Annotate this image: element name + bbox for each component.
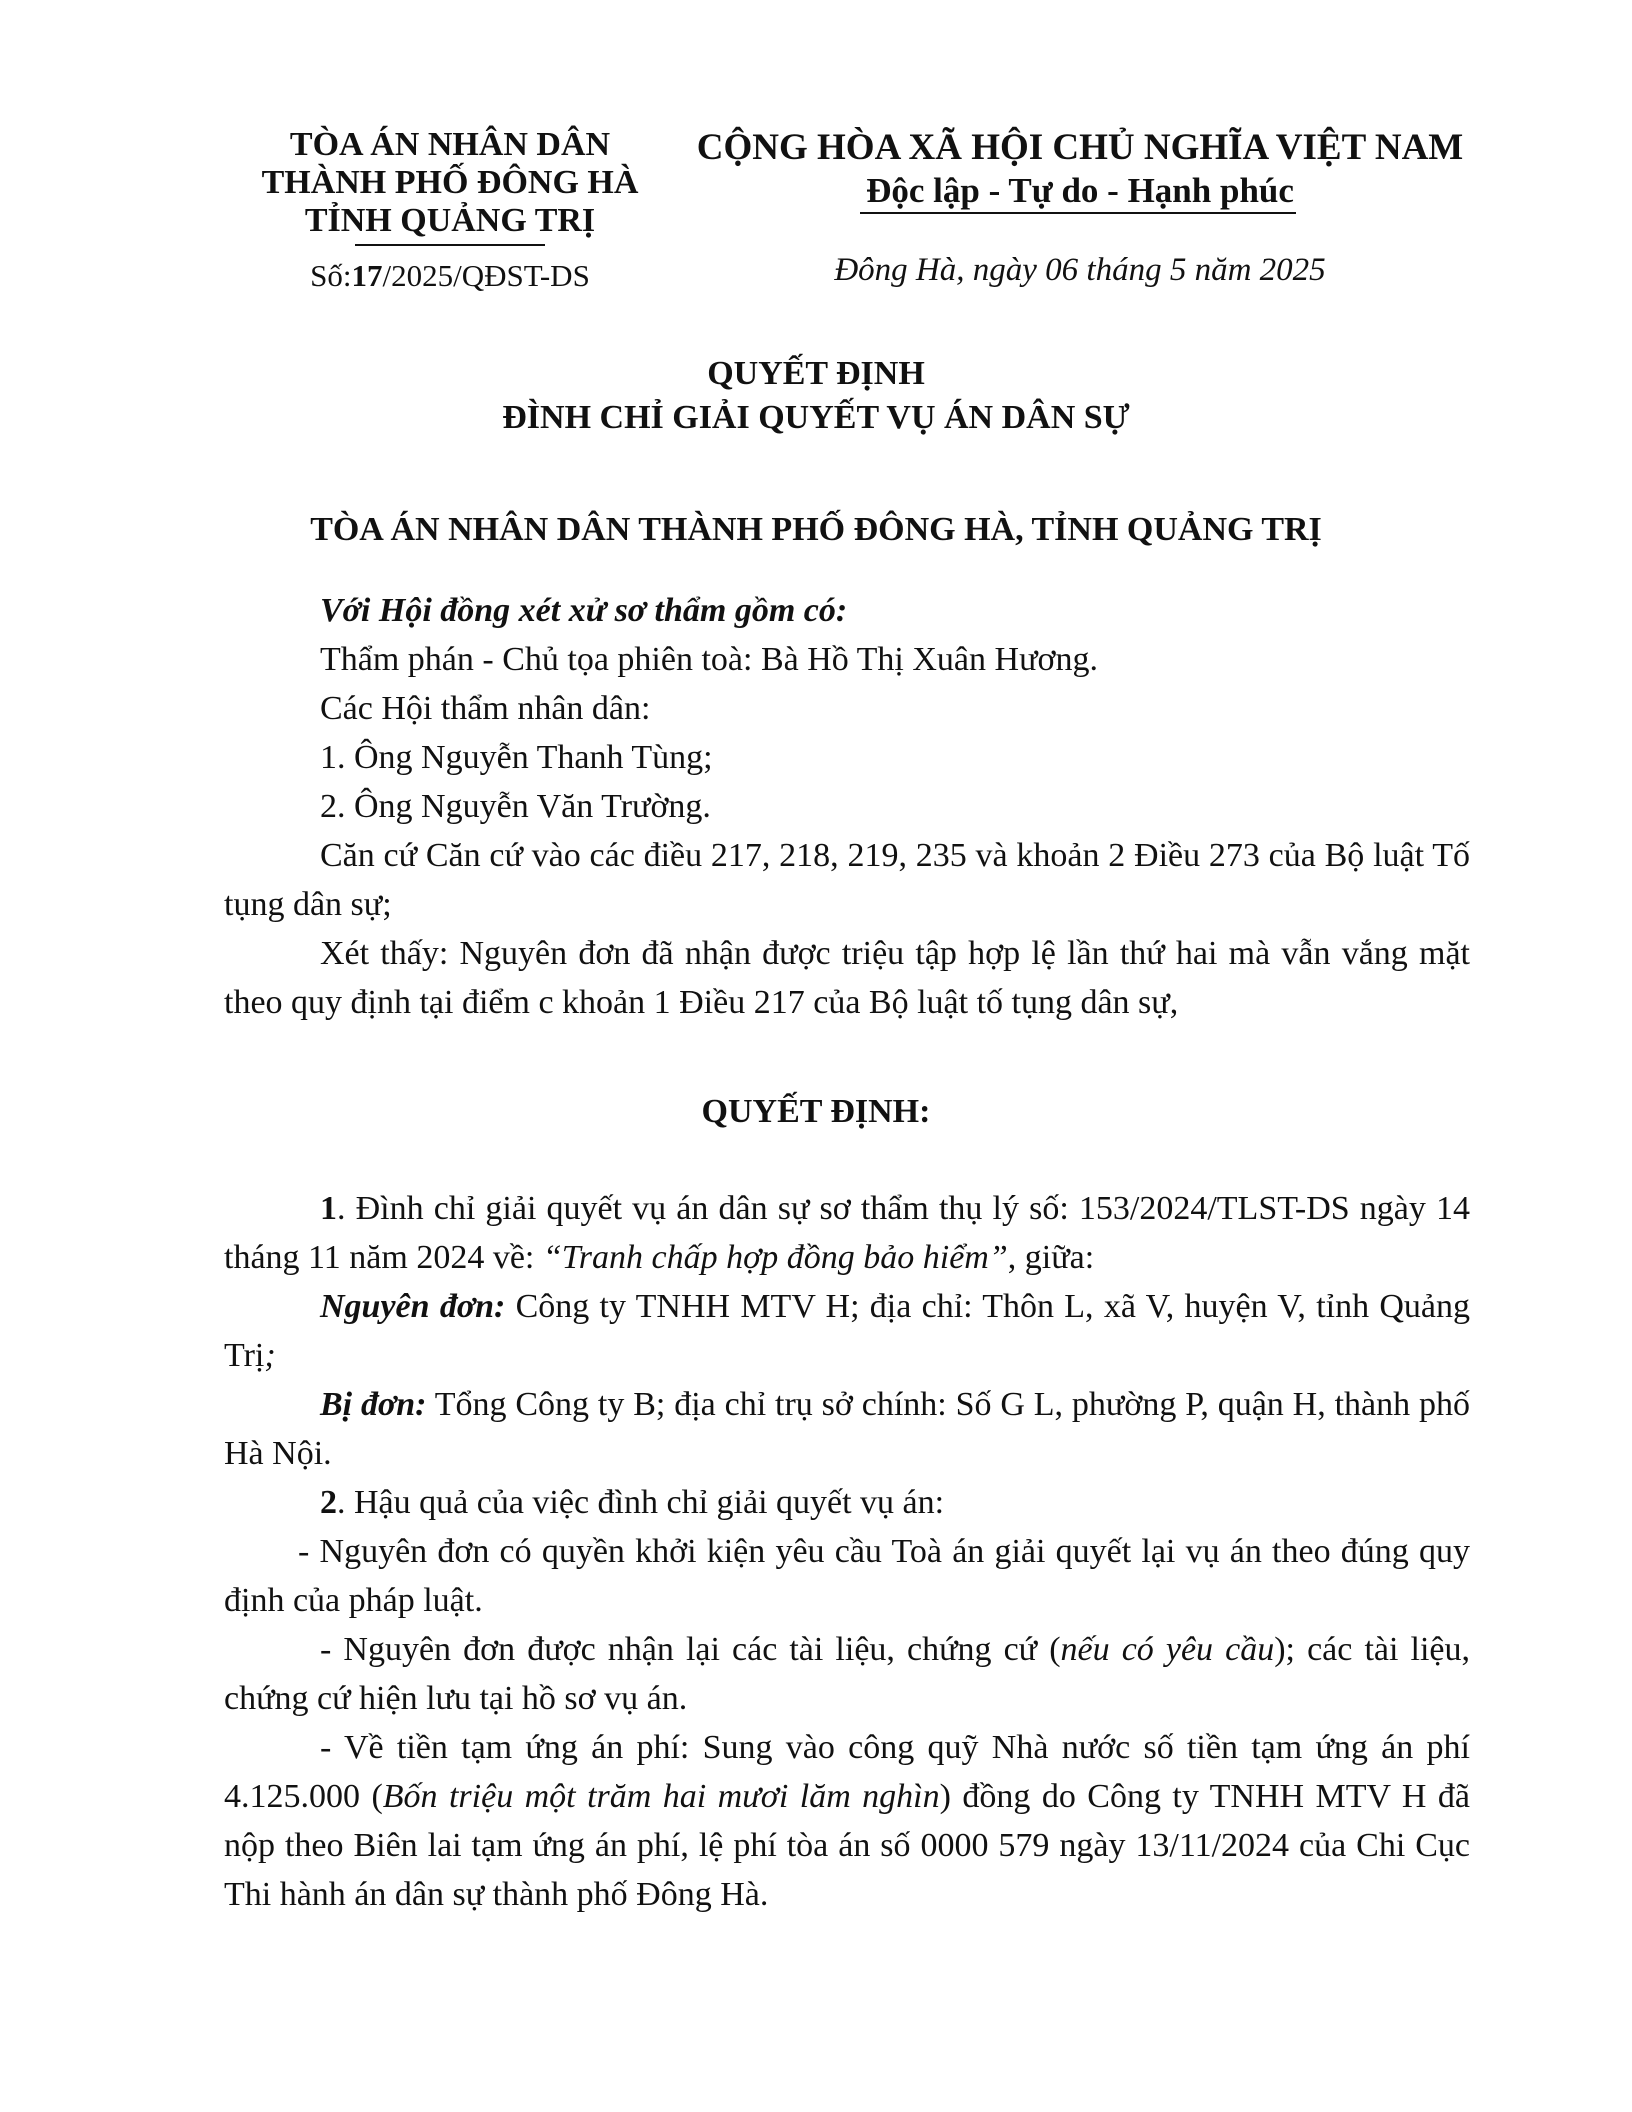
- item-2-heading: . Hậu quả của việc đình chỉ giải quyết vụ án:: [337, 1484, 945, 1521]
- presiding-judge: Thẩm phán - Chủ tọa phiên toà: Bà Hồ Thị Xuân Hương.: [320, 641, 1098, 678]
- document-title: [0, 352, 1632, 440]
- court-heading-row: [0, 508, 1632, 552]
- decision-heading-row: [0, 1090, 1632, 1134]
- court-name-line-1: TÒA ÁN NHÂN DÂN: [289, 126, 611, 163]
- defendant-label: Bị đơn:: [320, 1386, 427, 1423]
- assessor-2: 2. Ông Nguyễn Văn Trường.: [320, 788, 711, 825]
- panel-section: [224, 586, 1470, 1027]
- panel-intro: Với Hội đồng xét xử sơ thẩm gồm có:: [320, 592, 848, 629]
- consequence-3: [224, 1723, 1470, 1919]
- consequence-2-italic: nếu có yêu cầu: [1060, 1631, 1275, 1668]
- plaintiff-end: ;: [264, 1337, 276, 1374]
- consequence-2-after: ); các tài liệu, chứng cứ hiện lưu tại hồ sơ vụ án.: [224, 1631, 1470, 1717]
- decision-section: [224, 1184, 1470, 1919]
- item-2-number: 2: [320, 1484, 337, 1521]
- national-motto: Độc lập - Tự do - Hạnh phúc: [866, 171, 1294, 210]
- court-name-line-3: TỈNH QUẢNG TRỊ: [304, 202, 596, 239]
- item-1-text-before: . Đình chỉ giải quyết vụ án dân sự sơ thẩm thụ lý số: 153/2024/TLST-DS ngày 14 tháng 11 năm 2024 về:: [224, 1190, 1470, 1276]
- decision-item-2: [224, 1478, 1470, 1527]
- decision-item-1: [224, 1184, 1470, 1282]
- national-header-block: [690, 126, 1470, 289]
- court-heading: TÒA ÁN NHÂN DÂN THÀNH PHỐ ĐÔNG HÀ, TỈNH QUẢNG TRỊ: [310, 511, 1322, 548]
- document-number-suffix: /2025/QĐST-DS: [382, 258, 590, 293]
- nation-name: CỘNG HÒA XÃ HỘI CHỦ NGHĨA VIỆT NAM: [696, 127, 1464, 168]
- consequence-3-before: - Về tiền tạm ứng án phí: Sung vào công quỹ Nhà nước số tiền tạm ứng án phí 4.125.000 (: [224, 1729, 1470, 1815]
- assessor-1: 1. Ông Nguyễn Thanh Tùng;: [320, 739, 713, 776]
- item-1-number: 1: [320, 1190, 337, 1227]
- defendant-text: Tổng Công ty B; địa chỉ trụ sở chính: Số G L, phường P, quận H, thành phố Hà Nội.: [224, 1386, 1470, 1472]
- issuing-court-block: [190, 126, 710, 294]
- document-number-prefix: Số:: [310, 258, 352, 293]
- consequence-1: - Nguyên đơn có quyền khởi kiện yêu cầu Toà án giải quyết lại vụ án theo đúng quy định của pháp luật.: [224, 1533, 1470, 1619]
- decision-heading: QUYẾT ĐỊNH:: [701, 1093, 931, 1130]
- plaintiff-label: Nguyên đơn:: [320, 1288, 506, 1325]
- legal-basis: Căn cứ Căn cứ vào các điều 217, 218, 219, 235 và khoản 2 Điều 273 của Bộ luật Tố tụng dân sự;: [224, 837, 1470, 923]
- item-1-case-type: “Tranh chấp hợp đồng bảo hiểm”: [542, 1239, 1008, 1276]
- defendant: [224, 1380, 1470, 1478]
- court-name-line-2: THÀNH PHỐ ĐÔNG HÀ: [261, 164, 639, 201]
- plaintiff-text: Công ty TNHH MTV H; địa chỉ: Thôn L, xã V, huyện V, tỉnh Quảng Trị: [224, 1288, 1471, 1374]
- document-number: [190, 258, 710, 294]
- plaintiff: [224, 1282, 1470, 1380]
- court-name-underline: [355, 244, 545, 246]
- title-line-1: QUYẾT ĐỊNH: [707, 355, 925, 392]
- finding: Xét thấy: Nguyên đơn đã nhận được triệu tập hợp lệ lần thứ hai mà vẫn vắng mặt theo quy định tại điểm c khoản 1 Điều 217 của Bộ luật tố tụng dân sự,: [224, 935, 1470, 1021]
- consequence-3-after: ) đồng do Công ty TNHH MTV H đã nộp theo Biên lai tạm ứng án phí, lệ phí tòa án số 0000 579 ngày 13/11/2024 của Chi Cục Thi hành án dân sự thành phố Đông Hà.: [224, 1778, 1470, 1913]
- consequence-2: [224, 1625, 1470, 1723]
- consequence-3-italic: Bốn triệu một trăm hai mươi lăm nghìn: [382, 1778, 940, 1815]
- title-line-2: ĐÌNH CHỈ GIẢI QUYẾT VỤ ÁN DÂN SỰ: [502, 399, 1130, 436]
- document-number-value: 17: [351, 258, 383, 293]
- issue-date: Đông Hà, ngày 06 tháng 5 năm 2025: [834, 252, 1326, 288]
- motto-underline: [860, 212, 1296, 214]
- item-1-text-after: , giữa:: [1007, 1239, 1095, 1276]
- assessors-label: Các Hội thẩm nhân dân:: [320, 690, 651, 727]
- consequence-2-before: - Nguyên đơn được nhận lại các tài liệu, chứng cứ (: [320, 1631, 1061, 1668]
